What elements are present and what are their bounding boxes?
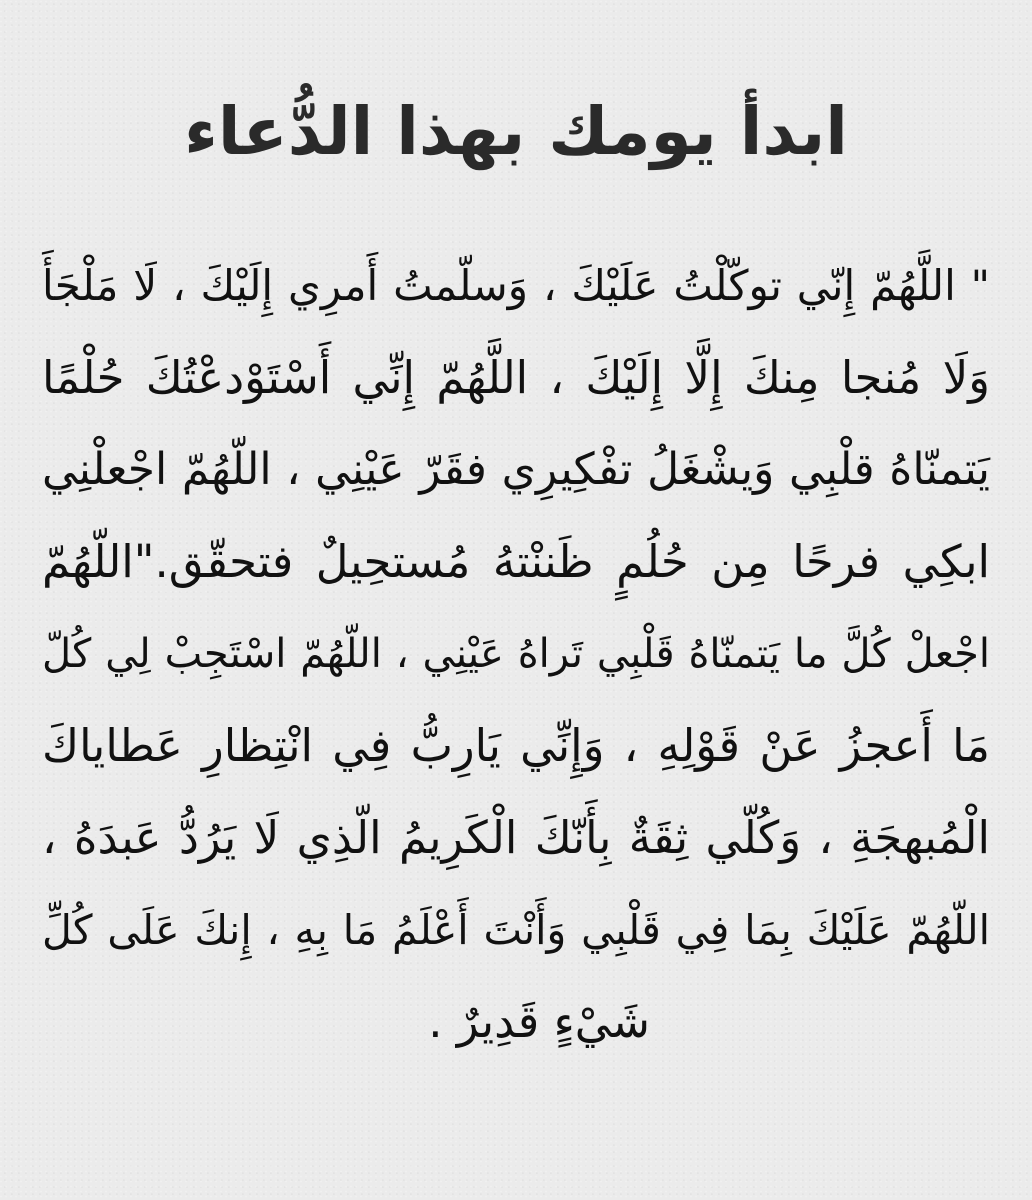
dua-line-6: مَا أَعجزُ عَنْ قَوْلِهِ ، وَإِنِّي يَارِبُّ فِي انْتِظارِ عَطاياكَ [42, 719, 990, 772]
dua-line-9: شَيْءٍ قَدِيرٌ . [428, 995, 650, 1048]
page-title: ابدأ يومك بهذا الدُّعاء [184, 93, 848, 170]
dua-text [42, 240, 990, 1068]
dua-line-8: اللّهُمّ عَلَيْكَ بِمَا فِي قَلْبِي وَأَنْتَ أَعْلَمُ مَا بِهِ ، إِنكَ عَلَى كُلِّ [42, 906, 990, 954]
dua-line-3: يَتمنّاهُ قلْبِي وَيشْغَلُ تفْكِيرِي فقَرّ عَيْنِي ، اللّهُمّ اجْعلْنِي [42, 444, 990, 495]
dua-line-5: اجْعلْ كُلَّ ما يَتمنّاهُ قَلْبِي تَراهُ عَيْنِي ، اللّهُمّ اسْتَجِبْ لِي كُلّ [42, 631, 990, 677]
dua-line-4: ابكِي فرحًا مِن حُلُمٍ ظَننْتهُ مُستحِيلٌ فتحقّق."اللّهُمّ [42, 535, 990, 588]
dua-line-1: " اللَّهُمّ إِنّي توكّلْتُ عَلَيْكَ ، وَسلّمتُ أَمرِي إِلَيْكَ ، لَا مَلْجَأَ [42, 261, 990, 310]
dua-line-7: الْمُبهجَةِ ، وَكُلّي ثِقَةٌ بِأَنّكَ الْكَرِيمُ الّذِي لَا يَرُدُّ عَبدَهُ ، [42, 811, 990, 864]
dua-line-2: وَلَا مُنجا مِنكَ إِلَّا إِلَيْكَ ، اللَّهُمّ إِنِّي أَسْتَوْدعْتُكَ حُلْمًا [42, 351, 990, 404]
